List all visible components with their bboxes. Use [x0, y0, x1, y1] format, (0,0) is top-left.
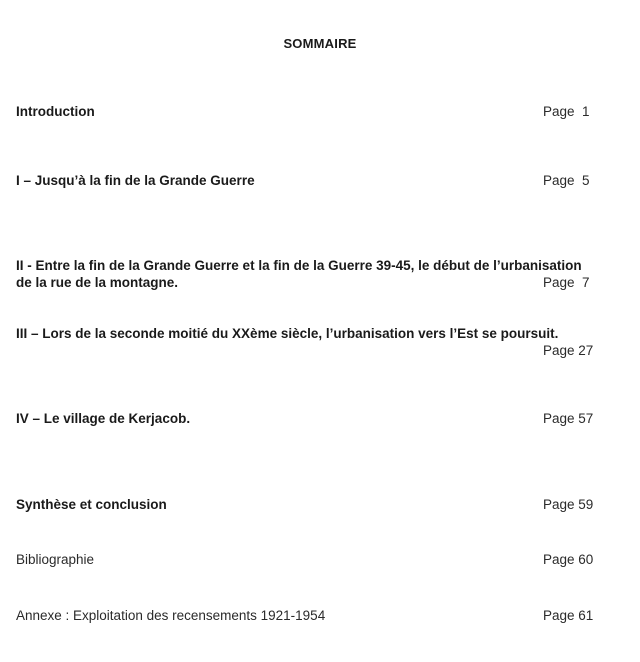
toc-page-chapter-4: Page 57: [543, 411, 594, 426]
toc-page-chapter-1: Page 5: [543, 173, 590, 188]
toc-entry-chapter-1: I – Jusqu’à la fin de la Grande Guerre: [16, 173, 255, 188]
toc-entry-chapter-2-line1: II - Entre la fin de la Grande Guerre et la fin de la Guerre 39-45, le début de l’urbanisation: [16, 258, 582, 273]
toc-entry-annex: Annexe : Exploitation des recensements 1921-1954: [16, 608, 326, 623]
toc-entry-chapter-4: IV – Le village de Kerjacob.: [16, 411, 191, 426]
toc-page-synthesis: Page 59: [543, 497, 594, 512]
toc-entry-synthesis: Synthèse et conclusion: [16, 497, 167, 512]
toc-entry-bibliography: Bibliographie: [16, 552, 95, 567]
toc-entry-introduction: Introduction: [16, 104, 95, 119]
toc-page-chapter-3: Page 27: [543, 343, 594, 358]
toc-page-introduction: Page 1: [543, 104, 590, 119]
toc-page-chapter-2: Page 7: [543, 275, 590, 290]
toc-title: SOMMAIRE: [283, 36, 357, 51]
toc-page-bibliography: Page 60: [543, 552, 594, 567]
toc-entry-chapter-3: III – Lors de la seconde moitié du XXème siècle, l’urbanisation vers l’Est se poursuit.: [16, 326, 559, 341]
toc-entry-chapter-2-line2: de la rue de la montagne.: [16, 275, 179, 290]
toc-page-annex: Page 61: [543, 608, 594, 623]
